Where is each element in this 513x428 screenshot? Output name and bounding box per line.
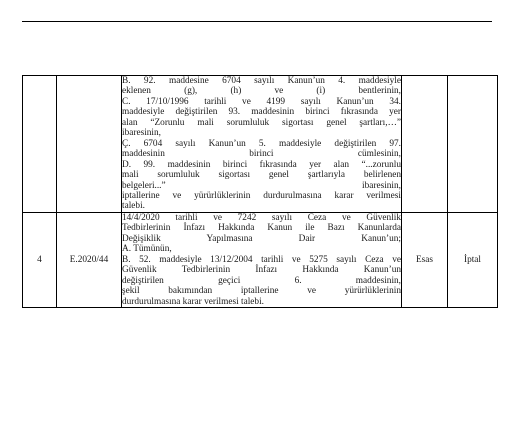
esas-number-cell: E.2020/44: [57, 212, 122, 307]
description-line: şekil bakımından iptallerine ve yürürlüklerinin: [122, 286, 401, 297]
description-line: 14/4/2020 tarihli ve 7242 sayılı Ceza ve Güvenlik: [122, 212, 401, 223]
description-line: eklenen (g), (h) ve (i) bentlerinin,: [122, 86, 401, 97]
description-line: Tedbirlerinin İnfazı Hakkında Kanun ile Bazı Kanunlarda: [122, 223, 401, 234]
description-line: B. 52. maddesiyle 13/12/2004 tarihli ve 5275 sayılı Ceza ve: [122, 254, 401, 265]
description-line: maddesiyle değiştirilen 93. maddesinin birinci fıkrasında yer: [122, 107, 401, 118]
description-line: ibaresinin,: [122, 128, 161, 139]
row-number-cell: 4: [23, 212, 57, 307]
description-line: belgeleri...” ibaresinin,: [122, 180, 401, 191]
decision-result-cell: İptal: [448, 212, 498, 307]
description-line: B. 92. maddesine 6704 sayılı Kanun’un 4. maddesiyle: [122, 76, 401, 86]
description-line: maddesinin birinci cümlesinin,: [122, 149, 401, 160]
decision-result-cell: [448, 76, 498, 213]
description-line: değiştirilen geçici 6. maddesinin,: [122, 275, 401, 286]
description-line: Ç. 6704 sayılı Kanun’un 5. maddesiyle değiştirilen 97.: [122, 138, 401, 149]
request-description-cell: [122, 76, 402, 213]
description-line: Değişiklik Yapılmasına Dair Kanun’un;: [122, 233, 401, 244]
description-line: C. 17/10/1996 tarihli ve 4199 sayılı Kanun’un 34.: [122, 96, 401, 107]
row-number-cell: [23, 76, 57, 213]
description-line: Güvenlik Tedbirlerinin İnfazı Hakkında Kanun’un: [122, 265, 401, 276]
description-line: D. 99. maddesinin birinci fıkrasında yer alan “...zorunlu: [122, 159, 401, 170]
description-line: A. Tümünün,: [122, 244, 172, 255]
description-line: talebi.: [122, 201, 145, 212]
examination-type-cell: [402, 76, 448, 213]
description-line: iptallerine ve yürürlüklerinin durdurulmasına karar verilmesi: [122, 190, 401, 201]
description-line: mali sorumluluk sigortası genel şartlarıyla belirlenen: [122, 170, 401, 181]
table-row: [23, 212, 498, 307]
decision-table: [22, 75, 498, 308]
request-description-cell: [122, 212, 402, 307]
description-line: alan “Zorunlu mali sorumluluk sigortası genel şartları,…”: [122, 117, 401, 128]
table-top-border: [22, 21, 492, 22]
table-row: [23, 76, 498, 213]
description-line: durdurulmasına karar verilmesi talebi.: [122, 296, 264, 307]
esas-number-cell: [57, 76, 122, 213]
examination-type-cell: Esas: [402, 212, 448, 307]
